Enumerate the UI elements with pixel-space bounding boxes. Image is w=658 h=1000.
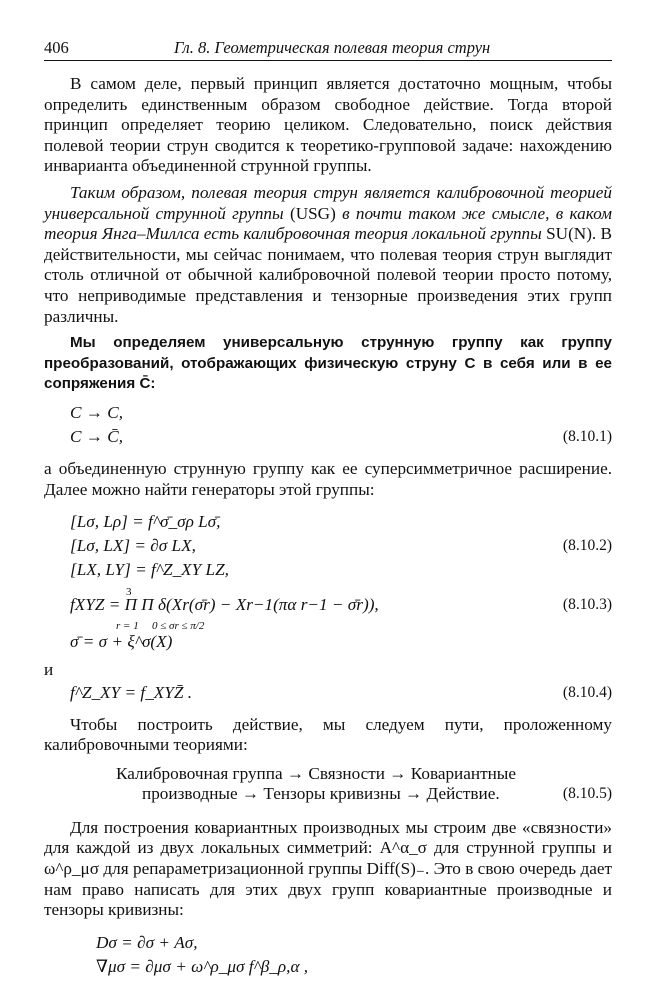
p2-usg: (USG)	[283, 203, 343, 223]
eq-3-upper-limit: 3	[126, 586, 132, 599]
equation-8-10-3a	[44, 582, 612, 633]
page-body	[44, 74, 612, 979]
equation-8-10-1a	[44, 401, 612, 425]
paragraph-4: а объединенную струнную группу как ее суперсимметричное расширение. Далее можно найти генераторы этой группы:	[44, 458, 612, 499]
equation-8-10-1b	[44, 425, 612, 449]
paragraph-3-definition: Мы определяем универсальную струнную группу как группу преобразований, отображающих физическую струну C в себя или в ее сопряжения C̄:	[44, 334, 612, 393]
equation-covariant-nabla	[44, 955, 612, 979]
eq-1a: C → C,	[70, 402, 124, 422]
running-title: Гл. 8. Геометрическая полевая теория струн	[174, 38, 491, 57]
eq-number-5: (8.10.5)	[562, 784, 612, 802]
eq-3b: σ̄ = σ + ξ^σ(X)	[70, 632, 173, 652]
p2-italic: Таким образом, полевая теория струн является калибровочной теорией универсальной струнной группы	[44, 182, 612, 223]
page-header	[44, 38, 612, 61]
paragraph-6: Чтобы построить действие, мы следуем пути, проложенному калибровочными теориями:	[44, 714, 612, 755]
eq-3a: fXYZ = Π Π δ(Xr(σ̄r) − Xr−1(πα r−1 − σ̄r)),	[70, 595, 379, 615]
p2-rest: SU(N). В действительности, мы сейчас понимаем, что полевая теория струн выглядит столь отличной от обычной калибровочной полевой теории просто потому, что неприводимые представления и тензорные произведения этих групп различны.	[44, 224, 612, 326]
eq-number-3: (8.10.3)	[562, 596, 612, 614]
eq-6a: Dσ = ∂σ + Aσ,	[96, 932, 198, 952]
paragraph-1: В самом деле, первый принцип является достаточно мощным, чтобы определить единственным образом свободное действие. Тогда второй принцип определяет теорию целиком. Следовательно, поиск действия полевой теории струн сводится к теоретико-групповой задаче: нахождению инварианта объединенной струнной группы.	[44, 74, 612, 176]
paragraph-2	[44, 183, 612, 327]
p2-italic-2: в почти таком же смысле, в каком теория Янга–Миллса есть калибровочная теория локальной группы	[44, 203, 612, 244]
paragraph-5: и	[44, 660, 54, 680]
eq-3-lower-limit-1: r = 1	[116, 620, 139, 633]
eq-3-lower-limit-2: 0 ≤ σr ≤ π/2	[152, 620, 205, 633]
equation-8-10-2c	[44, 558, 612, 582]
equation-covariant-d	[44, 931, 612, 955]
eq-4: f^Z_XY = f_XYZ̄ .	[70, 682, 193, 702]
paragraph-7: Для построения ковариантных производных мы строим две «связности» для каждой из двух локальных симметрий: A^α_σ для струнной группы и ω^ρ_μσ для репараметризационной группы Diff(S)₋. Это в свою очередь дает нам право написать для этих двух групп ковариантные производные и тензоры кривизны:	[44, 817, 612, 920]
eq-2b: [Lσ, LX] = ∂σ LX,	[70, 536, 196, 556]
equation-8-10-3b	[44, 630, 612, 654]
equation-8-10-5	[44, 762, 612, 808]
eq-number-4: (8.10.4)	[562, 683, 612, 701]
eq-6b: ∇μσ = ∂μσ + ω^ρ_μσ f^β_ρ,α ,	[96, 956, 309, 976]
page-number: 406	[44, 38, 69, 57]
equation-8-10-2b	[44, 534, 612, 558]
equation-8-10-2a	[44, 510, 612, 534]
eq-5-line-1: Калибровочная группа → Связности → Ковариантные	[116, 763, 516, 783]
eq-2a: [Lσ, Lρ] = f^σ̄_σρ Lσ̄,	[70, 512, 221, 532]
equation-8-10-4	[44, 681, 612, 709]
eq-2c: [LX, LY] = f^Z_XY LZ,	[70, 560, 229, 580]
eq-5-line-2: производные → Тензоры кривизны → Действие.	[142, 783, 500, 803]
eq-number-2: (8.10.2)	[562, 537, 612, 555]
eq-number-1: (8.10.1)	[562, 427, 612, 445]
eq-1b: C → C̄,	[70, 426, 124, 446]
